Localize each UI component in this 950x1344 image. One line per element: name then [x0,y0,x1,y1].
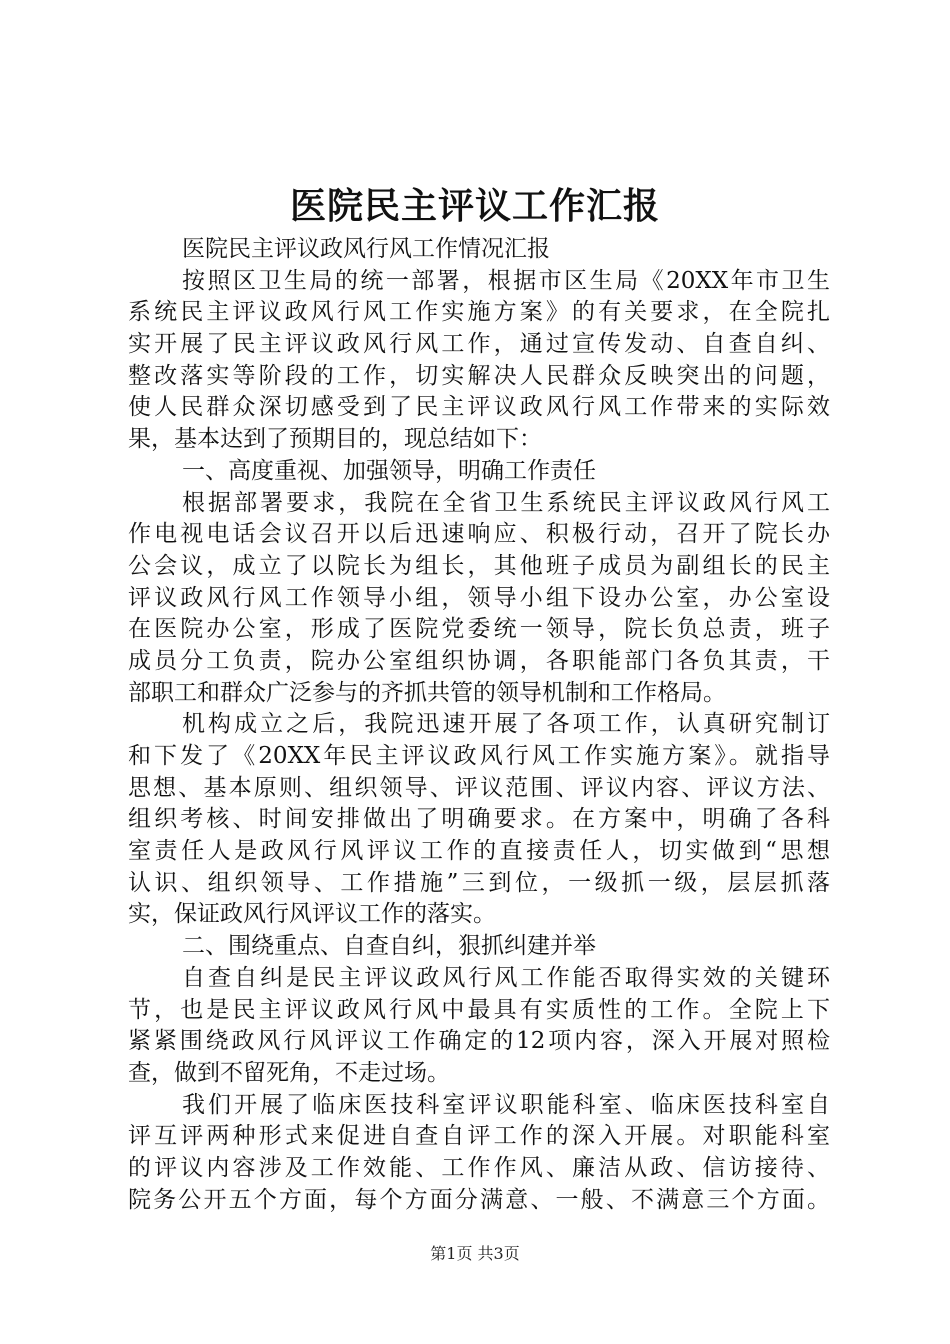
text-line: 实开展了民主评议政风行风工作，通过宣传发动、自查自纠、 [128,331,830,358]
text-line: 作电视电话会议召开以后迅速响应、积极行动，召开了院长办 [128,521,830,548]
text-line: 院务公开五个方面，每个方面分满意、一般、不满意三个方面。 [128,1186,830,1213]
text-line: 医院民主评议政风行风工作情况汇报 [182,236,550,262]
text-line: 评互评两种形式来促进自查自评工作的深入开展。对职能科室 [128,1123,830,1150]
text-line: 机构成立之后，我院迅速开展了各项工作，认真研究制订 [182,711,830,738]
text-line: 在医院办公室，形成了医院党委统一领导，院长负总责，班子 [128,616,830,643]
text-line: 组织考核、时间安排做出了明确要求。在方案中，明确了各科 [128,806,830,833]
text-line: 系统民主评议政风行风工作实施方案》的有关要求，在全院扎 [128,299,830,326]
text-line: 节，也是民主评议政风行风中最具有实质性的工作。全院上下 [128,996,830,1023]
text-line: 认识、组织领导、工作措施”三到位，一级抓一级，层层抓落 [128,869,830,896]
document-title: 医院民主评议工作汇报 [289,185,660,227]
text-line: 部职工和群众广泛参与的齐抓共管的领导机制和工作格局。 [128,679,726,706]
text-line: 室责任人是政风行风评议工作的直接责任人，切实做到“思想 [128,838,830,865]
text-line: 根据部署要求，我院在全省卫生系统民主评议政风行风工 [182,489,830,516]
text-line: 思想、基本原则、组织领导、评议范围、评议内容、评议方法、 [128,774,830,801]
text-line: 评议政风行风工作领导小组，领导小组下设办公室，办公室设 [128,584,830,611]
text-line: 自查自纠是民主评议政风行风工作能否取得实效的关键环 [182,964,830,991]
text-line: 成员分工负责，院办公室组织协调，各职能部门各负其责，干 [128,647,830,674]
text-line: 一、高度重视、加强领导，明确工作责任 [182,457,596,484]
text-line: 按照区卫生局的统一部署，根据市区生局《20XX年市卫生 [182,267,830,294]
text-line: 二、围绕重点、自查自纠，狠抓纠建并举 [182,933,596,960]
text-line: 整改落实等阶段的工作，切实解决人民群众反映突出的问题， [128,362,830,389]
text-line: 实，保证政风行风评议工作的落实。 [128,901,496,928]
text-line: 公会议，成立了以院长为组长，其他班子成员为副组长的民主 [128,552,830,579]
text-line: 使人民群众深切感受到了民主评议政风行风工作带来的实际效 [128,394,830,421]
text-line: 查，做到不留死角，不走过场。 [128,1059,450,1086]
text-line: 果，基本达到了预期目的，现总结如下： [128,426,542,453]
text-line: 和下发了《20XX年民主评议政风行风工作实施方案》。就指导 [128,743,830,769]
text-line: 我们开展了临床医技科室评议职能科室、临床医技科室自 [182,1091,830,1118]
page-footer: 第1页 共3页 [430,1244,520,1263]
text-line: 的评议内容涉及工作效能、工作作风、廉洁从政、信访接待、 [128,1154,830,1181]
text-line: 紧紧围绕政风行风评议工作确定的12项内容，深入开展对照检 [128,1028,830,1055]
document-body [128,234,830,1216]
